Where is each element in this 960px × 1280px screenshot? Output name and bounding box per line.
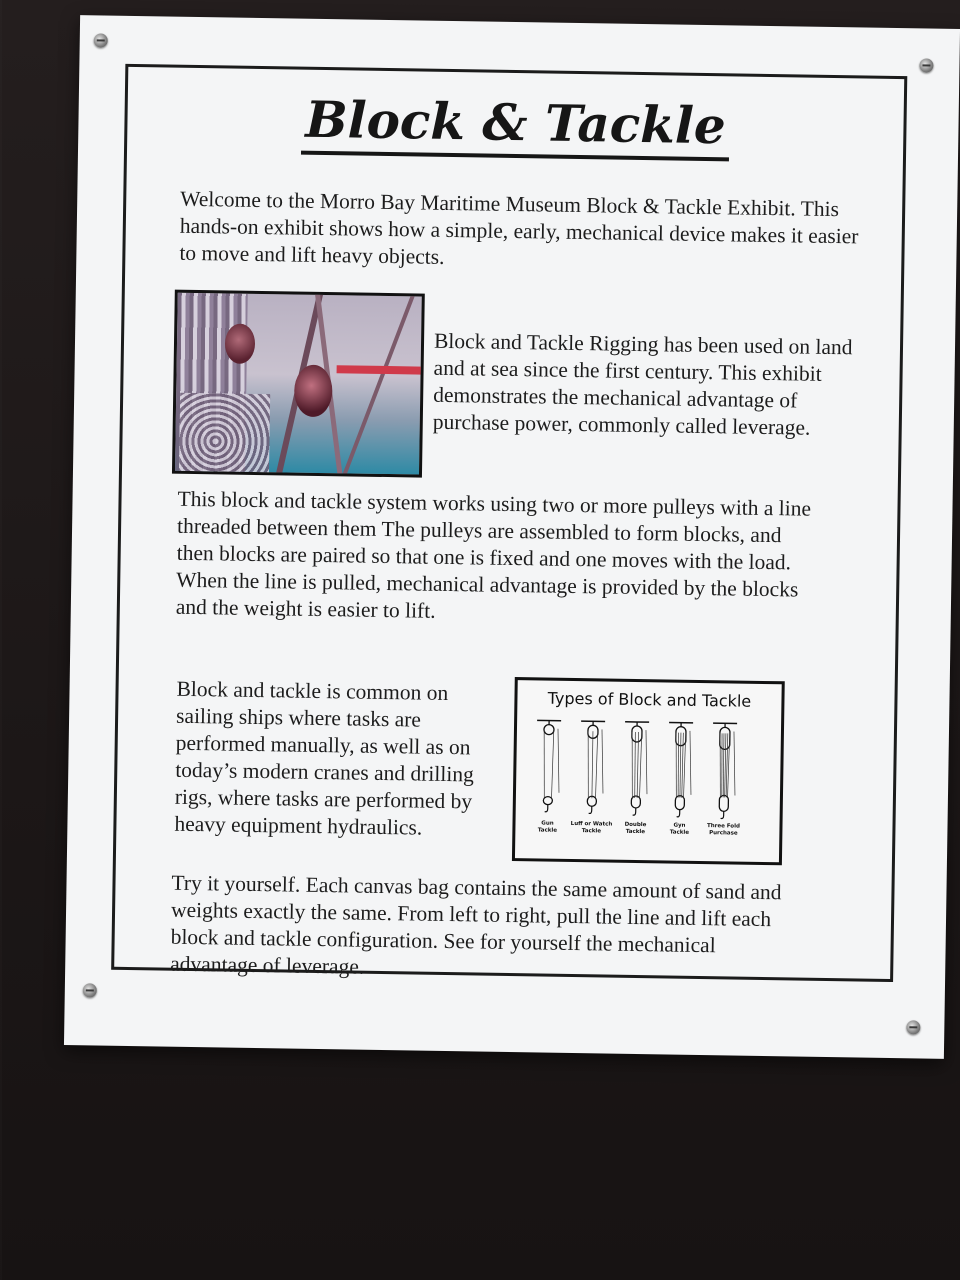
tackle-figure	[571, 721, 614, 835]
tackle-types-drawing	[515, 680, 782, 862]
intro-paragraph: Welcome to the Morro Bay Maritime Museum Block & Tackle Exhibit. This hands-on exhibit shows how a simple, early, mechanical device makes it easier to move and lift heavy objects.	[179, 186, 859, 269]
tackle-label: Tackle	[669, 829, 690, 836]
history-paragraph: Block and Tackle Rigging has been used on land and at sea since the first century. This exhibit demonstrates the mechanical advantage of purchase power, commonly called leverage.	[432, 328, 853, 440]
tackle-label: Double	[624, 821, 647, 829]
tackle-label: Luff or Watch	[570, 820, 613, 828]
sign-title: Block & Tackle	[127, 87, 904, 164]
screw-icon	[906, 1020, 920, 1034]
tackle-label: Three Fold	[706, 823, 740, 830]
tackle-figure	[707, 723, 742, 837]
uses-paragraph: Block and tackle is common on sailing ships where tasks are performed manually, as well as on today’s modern cranes and drilling rigs, where tasks are performed by heavy equipment hydraulics.	[174, 676, 475, 840]
tackle-label: Gyn	[673, 822, 686, 829]
exhibit-sign	[64, 15, 960, 1059]
how-it-works-paragraph: This block and tackle system works using two or more pulleys with a line threaded between them The pulleys are assembled to form blocks, and then blocks are paired so that one is fixed and one moves with the load. When the line is pulled, mechanical advantage is provided by the blocks and the weight is easier to lift.	[175, 486, 812, 623]
screw-icon	[83, 983, 97, 997]
rigging-photo	[172, 290, 425, 478]
tackle-figure	[623, 722, 649, 835]
sign-border	[111, 64, 907, 982]
try-it-paragraph: Try it yourself. Each canvas bag contains the same amount of sand and weights exactly the same. From left to right, pull the line and lift each block and tackle configuration. See for yourself the mechanical advantage of leverage.	[170, 870, 782, 979]
tackle-types-diagram	[512, 677, 785, 865]
tackle-figure	[535, 720, 561, 833]
tackle-label: Tackle	[537, 827, 558, 834]
diagram-title: Types of Block and Tackle	[547, 688, 752, 711]
tackle-figure	[667, 722, 693, 835]
tackle-label: Tackle	[625, 828, 646, 836]
screw-icon	[919, 58, 933, 72]
tackle-label: Purchase	[709, 830, 738, 837]
tackle-label: Gun	[541, 820, 554, 827]
tackle-label: Tackle	[581, 828, 602, 835]
screw-icon	[94, 33, 108, 47]
